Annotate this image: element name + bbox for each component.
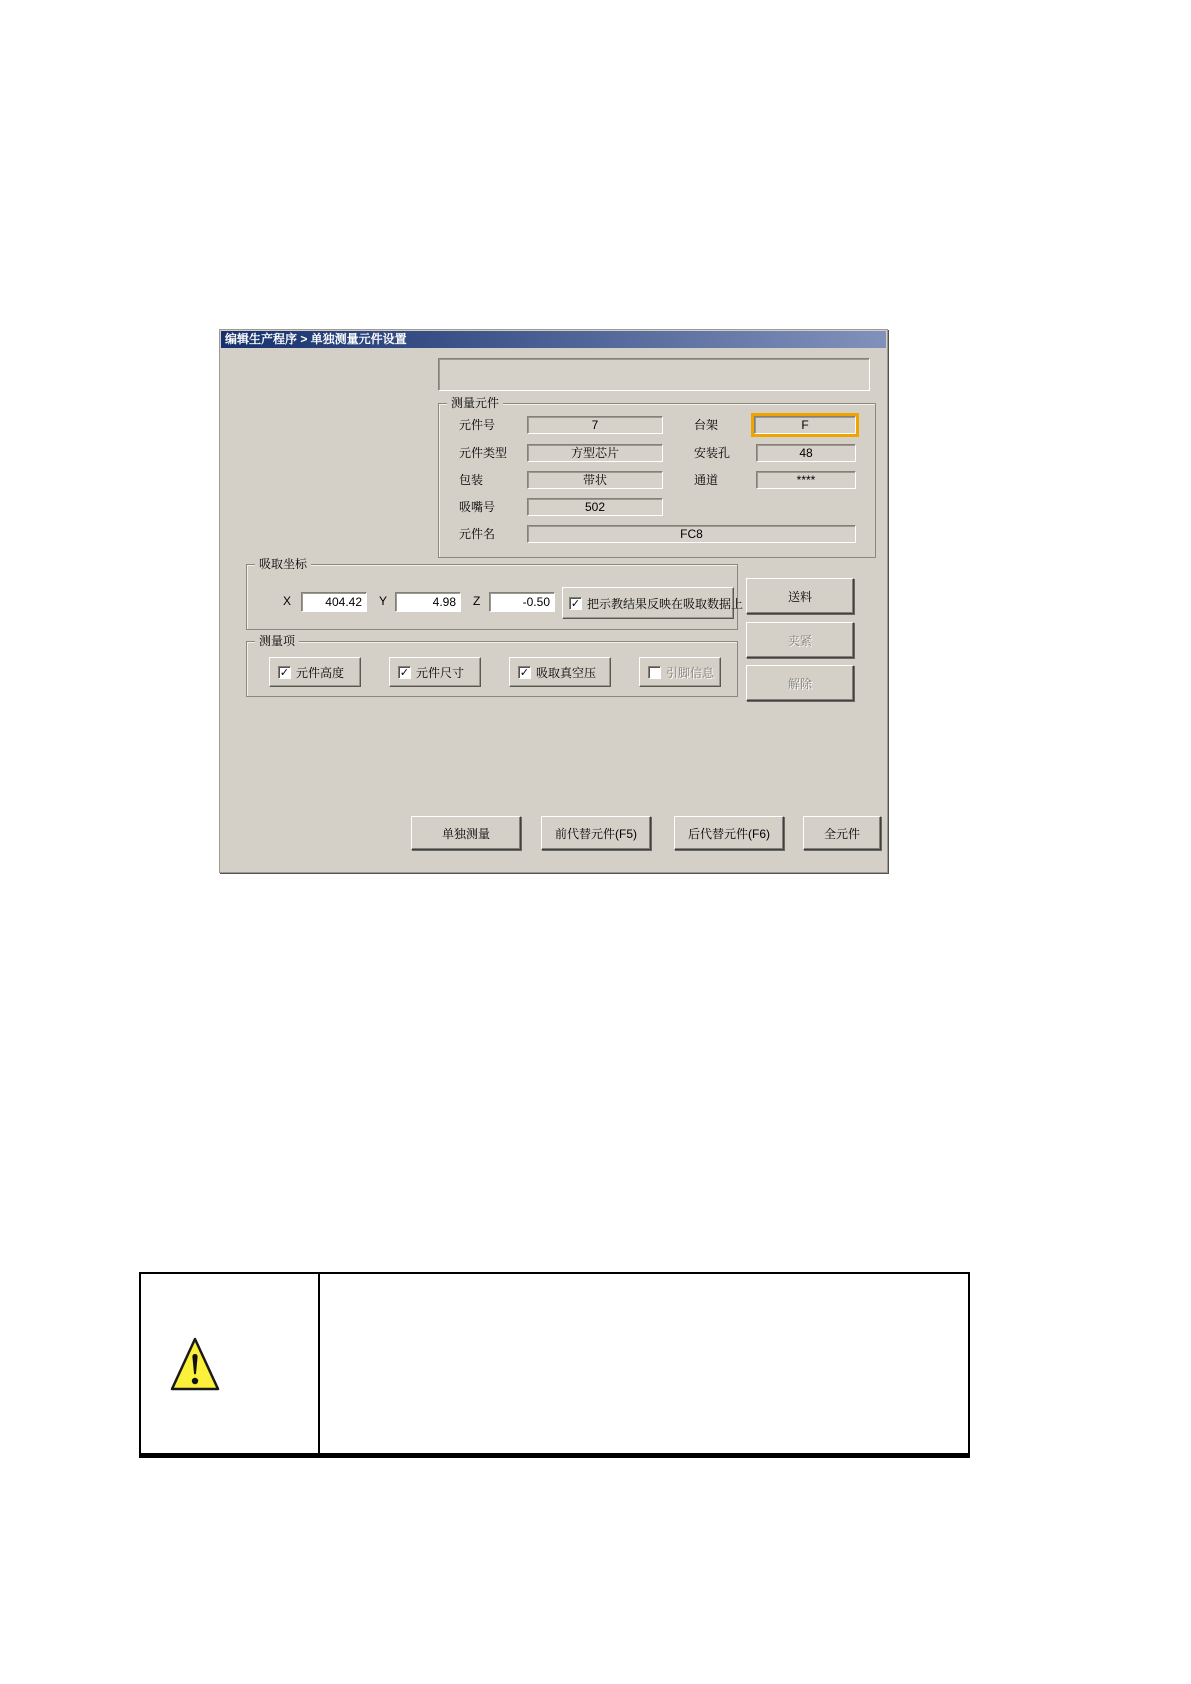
component-name-field: FC8 <box>527 525 856 543</box>
component-name-label: 元件名 <box>459 527 496 541</box>
release-button: 解除 <box>746 665 854 701</box>
pin-info-checkbox <box>648 666 661 679</box>
channel-field: **** <box>756 471 856 489</box>
warning-table <box>139 1272 970 1458</box>
component-no-label: 元件号 <box>459 418 496 432</box>
info-banner <box>438 358 870 391</box>
pickup-vacuum-checkbox[interactable]: ✓ <box>519 666 530 679</box>
clamp-button: 夹紧 <box>746 622 854 658</box>
mount-hole-field: 48 <box>756 444 856 462</box>
measure-items-group-label: 测量项 <box>255 634 299 648</box>
x-label: X <box>283 594 292 608</box>
measure-component-group-label: 测量元件 <box>447 396 503 410</box>
pickup-coords-group <box>246 557 744 630</box>
measure-component-group <box>438 396 876 558</box>
y-coordinate-input[interactable] <box>395 592 461 612</box>
component-type-field: 方型芯片 <box>527 444 663 462</box>
item-pickup-vacuum <box>509 657 611 687</box>
pickup-vacuum-label: 吸取真空压 <box>536 665 597 680</box>
stage-label: 台架 <box>694 418 719 432</box>
dialog-titlebar <box>221 331 886 348</box>
single-measure-component-dialog <box>219 329 888 873</box>
warning-text-cell <box>320 1274 968 1453</box>
reflect-teach-result-panel <box>562 587 744 619</box>
z-coordinate-input[interactable] <box>489 592 555 612</box>
item-pin-info <box>639 657 721 687</box>
x-coordinate-input[interactable] <box>301 592 367 612</box>
pickup-coords-group-label: 吸取坐标 <box>255 557 311 571</box>
z-label: Z <box>473 594 481 608</box>
nozzle-no-label: 吸嘴号 <box>459 500 496 514</box>
next-substitute-component-button[interactable]: 后代替元件(F6) <box>674 816 784 850</box>
pin-info-label: 引脚信息 <box>666 665 715 680</box>
stage-field-highlight <box>751 413 859 437</box>
component-size-label: 元件尺寸 <box>416 665 465 680</box>
single-measure-button[interactable]: 单独测量 <box>411 816 521 850</box>
warning-icon-cell <box>141 1274 320 1453</box>
warning-triangle-icon <box>169 1335 221 1393</box>
channel-label: 通道 <box>694 473 719 487</box>
prev-substitute-component-button[interactable]: 前代替元件(F5) <box>541 816 651 850</box>
item-component-height <box>269 657 361 687</box>
reflect-teach-result-label: 把示教结果反映在吸取数据上 <box>587 596 744 611</box>
package-field: 带状 <box>527 471 663 489</box>
feed-button[interactable]: 送料 <box>746 578 854 614</box>
component-type-label: 元件类型 <box>459 446 508 460</box>
component-no-field: 7 <box>527 416 663 434</box>
y-label: Y <box>379 594 388 608</box>
nozzle-no-field: 502 <box>527 498 663 516</box>
item-component-size <box>389 657 481 687</box>
reflect-teach-result-checkbox[interactable]: ✓ <box>570 597 581 610</box>
dialog-title: 编辑生产程序 > 单独测量元件设置 <box>225 332 407 346</box>
package-label: 包装 <box>459 473 484 487</box>
stage-field: F <box>754 416 856 434</box>
component-height-label: 元件高度 <box>296 665 345 680</box>
component-size-checkbox[interactable]: ✓ <box>399 666 410 679</box>
all-components-button[interactable]: 全元件 <box>803 816 881 850</box>
measure-items-group <box>246 634 738 697</box>
component-height-checkbox[interactable]: ✓ <box>279 666 290 679</box>
mount-hole-label: 安装孔 <box>694 446 731 460</box>
